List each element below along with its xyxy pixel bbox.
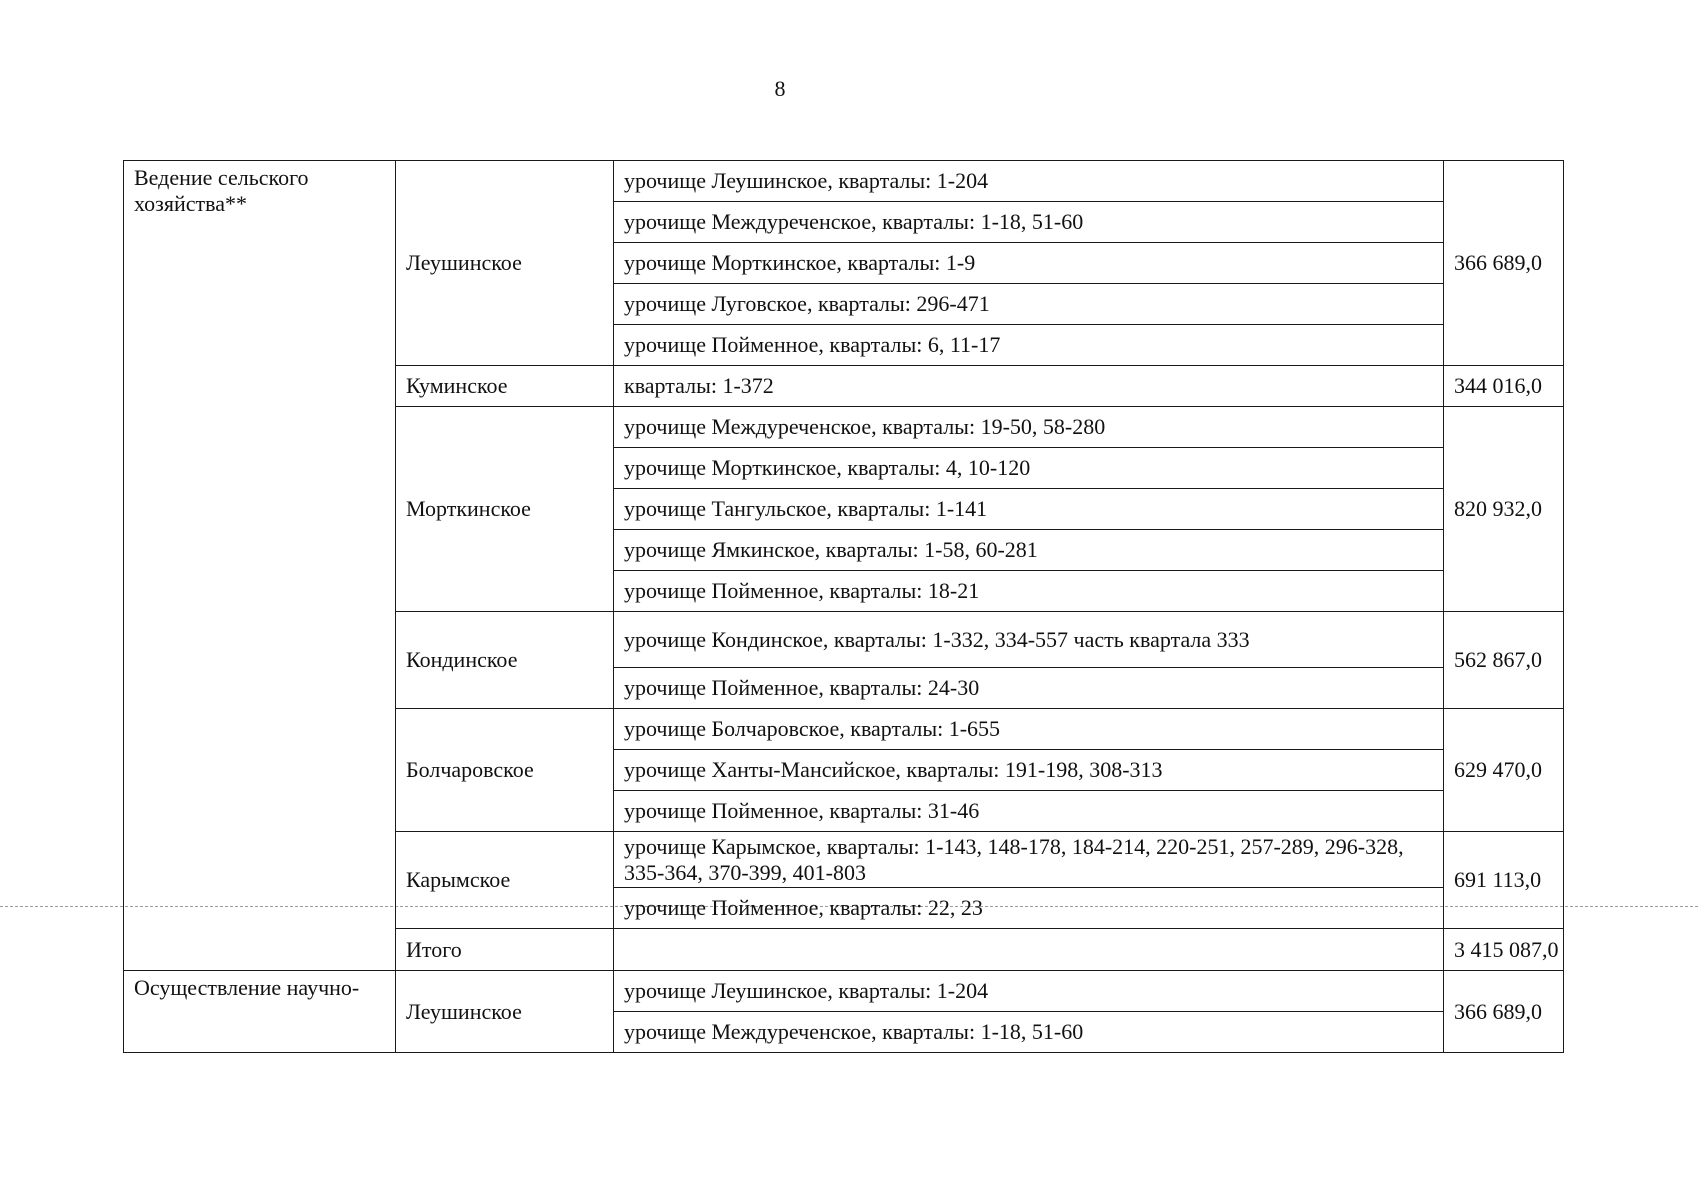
area-cell: 366 689,0 (1444, 161, 1564, 366)
quarter-cell: урочище Кондинское, кварталы: 1-332, 334-557 часть квартала 333 (614, 612, 1444, 668)
quarter-cell: урочище Междуреченское, кварталы: 1-18, 51-60 (614, 1012, 1444, 1053)
quarter-cell: урочище Пойменное, кварталы: 24-30 (614, 668, 1444, 709)
quarter-cell: урочище Пойменное, кварталы: 6, 11-17 (614, 325, 1444, 366)
quarter-cell: кварталы: 1-372 (614, 366, 1444, 407)
quarter-cell: урочище Пойменное, кварталы: 22, 23 (614, 888, 1444, 929)
area-cell: 691 113,0 (1444, 832, 1564, 929)
forestry-cell: Морткинское (396, 407, 614, 612)
area-cell: 820 932,0 (1444, 407, 1564, 612)
forestry-cell: Болчаровское (396, 709, 614, 832)
area-cell: 629 470,0 (1444, 709, 1564, 832)
quarter-cell: урочище Пойменное, кварталы: 31-46 (614, 791, 1444, 832)
forestry-cell: Кондинское (396, 612, 614, 709)
area-cell: 562 867,0 (1444, 612, 1564, 709)
table-row (124, 161, 1564, 202)
quarter-cell: урочище Леушинское, кварталы: 1-204 (614, 971, 1444, 1012)
quarter-cell: урочище Междуреченское, кварталы: 1-18, 51-60 (614, 202, 1444, 243)
quarter-cell: урочище Леушинское, кварталы: 1-204 (614, 161, 1444, 202)
quarter-cell: урочище Тангульское, кварталы: 1-141 (614, 489, 1444, 530)
quarter-cell: урочище Междуреченское, кварталы: 19-50, 58-280 (614, 407, 1444, 448)
forestry-cell: Леушинское (396, 161, 614, 366)
purpose-cell: Ведение сельского хозяйства** (124, 161, 396, 971)
page-number: 8 (774, 76, 786, 101)
quarter-cell: урочище Ямкинское, кварталы: 1-58, 60-281 (614, 530, 1444, 571)
quarter-cell: урочище Морткинское, кварталы: 4, 10-120 (614, 448, 1444, 489)
forestry-cell: Леушинское (396, 971, 614, 1053)
quarter-cell: урочище Луговское, кварталы: 296-471 (614, 284, 1444, 325)
quarter-cell: урочище Пойменное, кварталы: 18-21 (614, 571, 1444, 612)
quarter-cell (614, 929, 1444, 971)
quarter-cell: урочище Карымское, кварталы: 1-143, 148-178, 184-214, 220-251, 257-289, 296-328, 335-364, 370-399, 401-803 (614, 832, 1444, 888)
total-label-cell: Итого (396, 929, 614, 971)
forest-lands-table (123, 160, 1564, 1053)
area-cell: 344 016,0 (1444, 366, 1564, 407)
total-area-cell: 3 415 087,0 (1444, 929, 1564, 971)
forestry-cell: Куминское (396, 366, 614, 407)
quarter-cell: урочище Ханты-Мансийское, кварталы: 191-198, 308-313 (614, 750, 1444, 791)
forestry-cell: Карымское (396, 832, 614, 929)
area-cell: 366 689,0 (1444, 971, 1564, 1053)
purpose-cell: Осуществление научно- (124, 971, 396, 1053)
quarter-cell: урочище Морткинское, кварталы: 1-9 (614, 243, 1444, 284)
table-row (124, 971, 1564, 1012)
quarter-cell: урочище Болчаровское, кварталы: 1-655 (614, 709, 1444, 750)
